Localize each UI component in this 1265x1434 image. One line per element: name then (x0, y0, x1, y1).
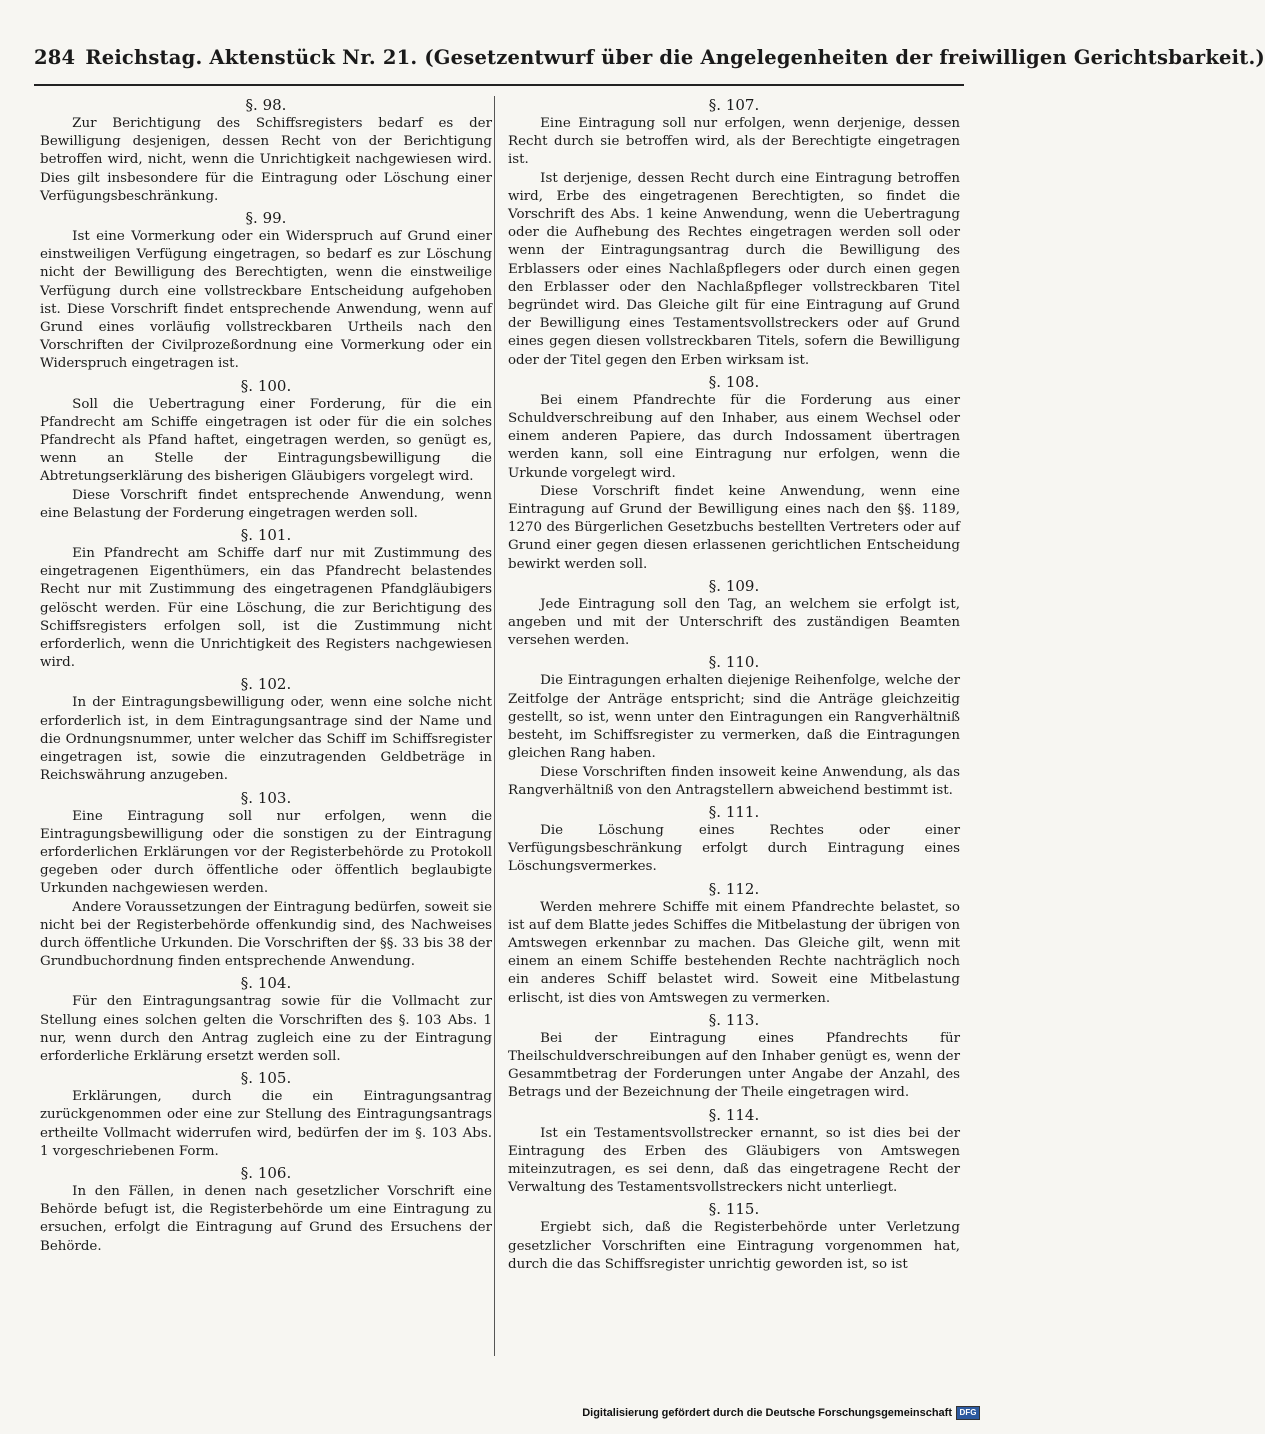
section (508, 96, 960, 370)
section-heading: §. 110. (708, 653, 760, 672)
section-paragraph: In der Eintragungsbewilligung oder, wenn eine solche nicht erforderlich ist, in dem Eintragungsantrage sind der Name und die Ordnungsnummer, unter welcher das Schiff im Schiffsregister eingetragen ist, sowie die einzutragenden Geldbeträge in Reichswährung anzugeben. (40, 695, 492, 784)
section-heading: §. 105. (240, 1069, 292, 1088)
section-paragraph: Diese Vorschrift findet entsprechende Anwendung, wenn eine Belastung der Forderung eingetragen werden soll. (40, 487, 492, 521)
section (40, 209, 492, 374)
section-heading: §. 104. (240, 974, 292, 993)
section-heading: §. 115. (708, 1200, 760, 1219)
right-column (508, 96, 960, 1277)
section-heading: §. 114. (708, 1105, 760, 1124)
section-paragraph: Diese Vorschriften finden insoweit keine Anwendung, als das Rangverhältniß von den Antragstellern abweichend bestimmt ist. (508, 764, 960, 798)
section-heading: §. 100. (240, 376, 292, 395)
section-paragraph: Ist derjenige, dessen Recht durch eine Eintragung betroffen wird, Erbe des eingetragenen Berechtigten, so findet die Vorschrift des Abs. 1 keine Anwendung, wenn die Uebertragung oder die Aufhebung des Rechtes eingetragen werden soll oder wenn der Eintragungsantrag durch die Bewilligung des Erblassers oder eines Nachlaßpflegers oder durch einen gegen den Erblasser oder den Nachlaßpfleger vollstreckbaren Titel begründet wird. Das Gleiche gilt für eine Eintragung auf Grund der Bewilligung eines Testamentsvollstreckers oder auf Grund eines gegen diesen vollstreckbaren Titels, sofern die Bewilligung oder der Titel gegen den Erben wirksam ist. (508, 170, 960, 368)
footer-credit (582, 1406, 980, 1420)
section-paragraph: Für den Eintragungsantrag sowie für die Vollmacht zur Stellung eines solchen gelten die Vorschriften des §. 103 Abs. 1 nur, wenn durch den Antrag zugleich eine zu der Eintragung erforderliche Erklärung ersetzt werden soll. (40, 994, 492, 1064)
dfg-logo-icon: DFG (956, 1406, 980, 1420)
section (40, 1069, 492, 1161)
section-heading: §. 101. (240, 526, 292, 545)
section-paragraph: Erklärungen, durch die ein Eintragungsantrag zurückgenommen oder eine zur Stellung des Eintragungsantrags ertheilte Vollmacht widerrufen wird, bedürfen der im §. 103 Abs. 1 vorgeschriebenen Form. (40, 1089, 492, 1159)
column-divider (494, 96, 495, 1356)
section (508, 373, 960, 574)
section (508, 803, 960, 877)
section-heading: §. 111. (708, 802, 760, 821)
section-paragraph: Soll die Uebertragung einer Forderung, für die ein Pfandrecht am Schiffe eingetragen ist oder für die ein solches Pfandrecht als Pfand haftet, eingetragen werden, so genügt es, wenn an Stelle der Eintragungsbewilligung die Abtretungserklärung des bisherigen Gläubigers vorgelegt wird. (40, 396, 492, 485)
section-paragraph: Bei der Eintragung eines Pfandrechts für Theilschuldverschreibungen auf den Inhaber genügt es, wenn der Gesammtbetrag der Forderungen unter Angabe der Anzahl, des Betrags und der Bezeichnung der Theile eingetragen wird. (508, 1030, 960, 1101)
section-paragraph: Eine Eintragung soll nur erfolgen, wenn derjenige, dessen Recht durch sie betroffen wird, als der Berechtigte eingetragen ist. (508, 116, 960, 168)
section-paragraph: Jede Eintragung soll den Tag, an welchem sie erfolgt ist, angeben und mit der Unterschrift des zuständigen Beamten versehen werden. (508, 596, 960, 649)
section-paragraph: Ist eine Vormerkung oder ein Widerspruch auf Grund einer einstweiligen Verfügung eingetragen, so bedarf es zur Löschung nicht der Bewilligung des Berechtigten, wenn die einstweilige Verfügung durch eine vollstreckbare Entscheidung aufgehoben ist. Diese Vorschrift findet entsprechende Anwendung, wenn auf Grund eines vorläufig vollstreckbaren Urtheils nach den Vorschriften der Civilprozeßordnung eine Vormerkung oder ein Widerspruch eingetragen ist. (40, 229, 492, 372)
page-number: 284 (34, 46, 76, 69)
section-heading: §. 102. (240, 675, 292, 694)
section-paragraph: Andere Voraussetzungen der Eintragung bedürfen, soweit sie nicht bei der Registerbehörde offenkundig sind, des Nachweises durch öffentliche Urkunden. Die Vorschriften der §§. 33 bis 38 der Grundbuchordnung finden entsprechende Anwendung. (40, 899, 492, 970)
footer-text: Digitalisierung gefördert durch die Deutsche Forschungsgemeinschaft (582, 1407, 952, 1419)
section (508, 1200, 960, 1274)
section-paragraph: Ein Pfandrecht am Schiffe darf nur mit Zustimmung des eingetragenen Eigenthümers, ein das Pfandrecht belastendes Recht nur mit Zustimmung des eingetragenen Pfandgläubigers gelöscht werden. Für eine Löschung, die zur Berichtigung des Schiffsregisters erfolgen soll, ist die Zustimmung nicht erforderlich, wenn die Unrichtigkeit des Registers nachgewiesen wird. (40, 546, 492, 671)
section (40, 789, 492, 972)
section-paragraph: Ergiebt sich, daß die Registerbehörde unter Verletzung gesetzlicher Vorschriften eine Eintragung vorgenommen hat, durch die das Schiffsregister unrichtig geworden ist, so ist (508, 1220, 960, 1272)
section-paragraph: Bei einem Pfandrechte für die Forderung aus einer Schuldverschreibung auf den Inhaber, aus einem Wechsel oder einem anderen Papiere, das durch Indossament übertragen werden kann, soll eine Eintragung nur erfolgen, wenn die Urkunde vorgelegt wird. (508, 392, 960, 481)
section-heading: §. 103. (240, 788, 292, 807)
section-paragraph: Die Eintragungen erhalten diejenige Reihenfolge, welche der Zeitfolge der Anträge entspricht; sind die Anträge gleichzeitig gestellt, so ist, wenn unter den Eintragungen ein Rangverhältniß besteht, im Schiffsregister zu vermerken, daß die Eintragungen gleichen Rang haben. (508, 673, 960, 762)
section-heading: §. 108. (708, 372, 760, 391)
section-paragraph: In den Fällen, in denen nach gesetzlicher Vorschrift eine Behörde befugt ist, die Registerbehörde um eine Eintragung zu ersuchen, erfolgt die Eintragung auf Grund des Ersuchens der Behörde. (40, 1183, 492, 1254)
section (40, 1164, 492, 1256)
section-heading: §. 112. (708, 879, 760, 898)
section (40, 675, 492, 785)
section (40, 96, 492, 206)
left-column (40, 96, 492, 1259)
section (508, 1011, 960, 1103)
section-paragraph: Die Löschung eines Rechtes oder einer Verfügungsbeschränkung erfolgt durch Eintragung eines Löschungsvermerkes. (508, 822, 960, 875)
section (40, 974, 492, 1066)
section-heading: §. 109. (708, 576, 760, 595)
section-paragraph: Eine Eintragung soll nur erfolgen, wenn die Eintragungsbewilligung oder die sonstigen zu der Eintragung erforderlichen Erklärungen vor der Registerbehörde zu Protokoll gegeben oder durch öffentliche oder öffentlich beglaubigte Urkunden nachgewiesen werden. (40, 808, 492, 897)
section-paragraph: Zur Berichtigung des Schiffsregisters bedarf es der Bewilligung desjenigen, dessen Recht von der Berichtigung betroffen wird, nicht, wenn die Unrichtigkeit nachgewiesen wird. Dies gilt insbesondere für die Eintragung oder Löschung einer Verfügungsbeschränkung. (40, 116, 492, 204)
section (508, 653, 960, 799)
page-header (34, 46, 1265, 86)
section-heading: §. 107. (708, 96, 760, 114)
section (508, 577, 960, 651)
section (40, 526, 492, 672)
section-paragraph: Ist ein Testamentsvollstrecker ernannt, so ist dies bei der Eintragung des Erben des Gläubigers von Amtswegen miteinzutragen, es sei denn, daß das eingetragene Recht der Verwaltung des Testamentsvollstreckers nicht unterliegt. (508, 1125, 960, 1196)
section-paragraph: Diese Vorschrift findet keine Anwendung, wenn eine Eintragung auf Grund der Bewilligung eines nach den §§. 1189, 1270 des Bürgerlichen Gesetzbuchs bestellten Vertreters oder auf Grund einer gegen diesen erlassenen gerichtlichen Entscheidung bewirkt werden soll. (508, 483, 960, 572)
section-heading: §. 99. (245, 209, 287, 228)
section (508, 880, 960, 1008)
section-heading: §. 98. (245, 96, 287, 114)
page-title: Reichstag. Aktenstück Nr. 21. (Gesetzentwurf über die Angelegenheiten der freiwilligen Gerichtsbarkeit.) (85, 46, 1265, 69)
section-paragraph: Werden mehrere Schiffe mit einem Pfandrechte belastet, so ist auf dem Blatte jedes Schiffes die Mitbelastung der übrigen von Amtswegen erkennbar zu machen. Das Gleiche gilt, wenn mit einem an einem Schiffe bestehenden Rechte nachträglich noch ein anderes Schiff belastet wird. Soweit eine Mitbelastung erlischt, ist dies von Amtswegen zu vermerken. (508, 899, 960, 1006)
section-heading: §. 113. (708, 1010, 760, 1029)
section (508, 1106, 960, 1198)
section-heading: §. 106. (240, 1163, 292, 1182)
section (40, 377, 492, 523)
